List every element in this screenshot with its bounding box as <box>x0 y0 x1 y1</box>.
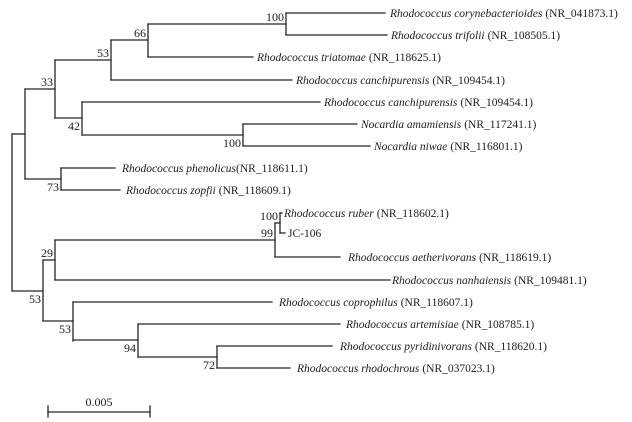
taxon-accession: (NR_109454.1) <box>460 97 533 109</box>
bootstrap-value-node-33: 33 <box>41 75 53 89</box>
taxon-accession: (NR_108505.1) <box>487 30 561 42</box>
taxon-label <box>125 185 291 197</box>
taxon-label <box>339 341 547 353</box>
taxon-label <box>345 319 534 331</box>
bootstrap-value-node-73: 73 <box>47 180 59 194</box>
bootstrap-value-node-94: 94 <box>124 341 136 355</box>
taxon-accession: (NR_041873.1) <box>545 8 618 20</box>
taxon-accession: (NR_118611.1) <box>236 163 308 175</box>
taxon-label <box>389 8 618 20</box>
bootstrap-value-node-99: 99 <box>261 226 273 240</box>
taxon-label <box>296 363 495 375</box>
taxon-label <box>373 141 523 153</box>
taxon-label <box>121 163 308 175</box>
taxon-name: Rhodococcus canchipurensis <box>296 75 430 87</box>
bootstrap-value-node-29: 29 <box>41 246 53 260</box>
taxon-accession: (NR_118620.1) <box>474 341 548 353</box>
taxon-name: Rhodococcus rhodochrous <box>297 363 420 375</box>
bootstrap-value-node-53-lower-1: 53 <box>29 292 41 306</box>
taxon-accession: (NR_118602.1) <box>376 208 449 220</box>
bootstrap-value-node-72: 72 <box>203 358 215 372</box>
bootstrap-value-node-66: 66 <box>134 26 146 40</box>
bootstrap-value-node-53-lower-2: 53 <box>59 322 71 336</box>
taxon-label <box>390 30 560 42</box>
taxon-name: Rhodococcus canchipurensis <box>324 97 458 109</box>
taxon-label <box>347 252 551 264</box>
taxon-name: Rhodococcus aetherivorans <box>348 252 477 264</box>
taxon-name: Rhodococcus artemisiae <box>346 319 459 331</box>
taxon-accession: (NR_037023.1) <box>422 363 495 375</box>
taxon-accession: (NR_118625.1) <box>368 52 442 64</box>
taxon-label <box>256 52 441 64</box>
bootstrap-value-node-53-upper: 53 <box>97 46 109 60</box>
bootstrap-value-node-42: 42 <box>68 119 80 133</box>
taxon-label <box>323 97 533 109</box>
taxon-label <box>278 297 473 309</box>
scale-bar-label: 0.005 <box>85 395 113 409</box>
taxon-accession: (NR_118619.1) <box>479 252 552 264</box>
taxon-accession: (NR_109454.1) <box>432 75 505 87</box>
taxon-name: Nocardia niwae <box>374 141 448 153</box>
taxon-accession: (NR_117241.1) <box>464 119 537 131</box>
bootstrap-value-node-100-nocardia: 100 <box>223 136 241 150</box>
taxon-accession: (NR_109481.1) <box>514 275 587 287</box>
taxon-accession: (NR_108785.1) <box>461 319 535 331</box>
taxon-label <box>391 275 587 287</box>
scale-bar <box>48 395 150 417</box>
taxon-name: Rhodococcus triatomae <box>257 52 366 64</box>
taxon-label <box>295 75 505 87</box>
taxon-label <box>283 208 449 220</box>
bootstrap-value-node-100-ruber-jc106: 100 <box>260 209 278 223</box>
taxon-name: Rhodococcus zopfii <box>126 185 216 197</box>
taxon-accession: (NR_116801.1) <box>450 141 523 153</box>
taxon-name: Rhodococcus ruber <box>284 208 374 220</box>
bootstrap-value-node-100-coryne-trifolii: 100 <box>266 10 284 24</box>
taxon-label <box>360 119 536 131</box>
taxon-label <box>288 228 321 240</box>
taxon-name: Rhodococcus corynebacterioides <box>390 8 543 20</box>
taxon-name: Nocardia amamiensis <box>361 119 462 131</box>
taxon-name: Rhodococcus pyridinivorans <box>340 341 472 353</box>
taxon-name: Rhodococcus trifolii <box>391 30 485 42</box>
taxon-name: Rhodococcus coprophilus <box>279 297 398 309</box>
taxon-name: Rhodococcus nanhaiensis <box>392 275 512 287</box>
taxon-name: JC-106 <box>288 228 322 240</box>
taxon-accession: (NR_118607.1) <box>400 297 473 309</box>
taxon-accession: (NR_118609.1) <box>218 185 291 197</box>
taxon-name: Rhodococcus phenolicus <box>122 163 237 175</box>
